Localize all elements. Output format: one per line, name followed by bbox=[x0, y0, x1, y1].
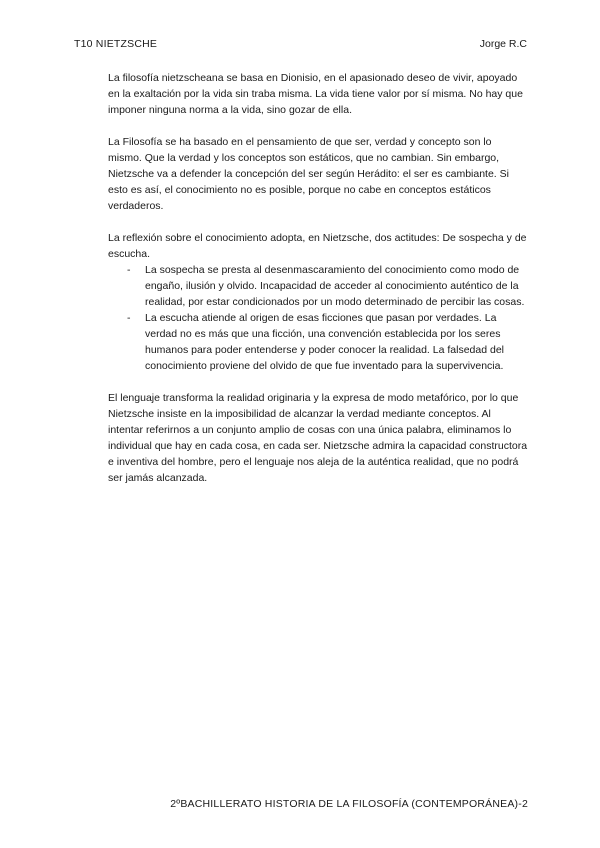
paragraph-dionisio: La filosofía nietzscheana se basa en Dionisio, en el apasionado deseo de vivir, apoyado en la exaltación por la vida sin traba misma. La vida tiene valor por sí misma. No hay que imponer ninguna norma a la vida, sino gozar de ella. bbox=[108, 72, 523, 116]
paragraph-lenguaje: El lenguaje transforma la realidad originaria y la expresa de modo metafórico, por lo que Nietzsche insiste en la imposibilidad de alcanzar la verdad mediante conceptos. Al intentar referirnos a un conjunto amplio de cosas con una única palabra, eliminamos lo individual que hay en cada cosa, en cada ser. Nietzsche admira la capacidad constructora e inventiva del hombre, pero el lenguaje nos aleja de la auténtica realidad, que no podrá ser jamás alcanzada. bbox=[108, 392, 528, 484]
document-body bbox=[108, 70, 528, 502]
list-item-text: La escucha atiende al origen de esas ficciones que pasan por verdades. La verdad no es más que una ficción, una convención establecida por los seres humanos para poder entenderse y poder conocer la realidad. La falsedad del conocimiento proviene del olvido de que fue inventado para la supervivencia. bbox=[145, 312, 504, 372]
list-item-text: La sospecha se presta al desenmascaramiento del conocimiento como modo de engaño, ilusión y olvido. Incapacidad de acceder al conocimiento auténtico de la realidad, por estar condicionados por un modo determinado de percibir las cosas. bbox=[145, 264, 525, 308]
header-author: Jorge R.C bbox=[479, 38, 527, 50]
bullet-dash: - bbox=[127, 312, 131, 324]
page-footer: 2ºBACHILLERATO HISTORIA DE LA FILOSOFÍA (CONTEMPORÁNEA)-2 bbox=[170, 798, 528, 810]
paragraph-ser-verdad: La Filosofía se ha basado en el pensamiento de que ser, verdad y concepto son lo mismo. Que la verdad y los conceptos son estáticos, que no cambian. Sin embargo, Nietzsche va a defender la concepción del ser según Herádito: el ser es cambiante. Si esto es así, el conocimiento no es posible, porque no cabe en conceptos estáticos verdaderos. bbox=[108, 136, 509, 212]
bullet-dash: - bbox=[127, 264, 131, 276]
list-item-sospecha bbox=[108, 262, 528, 310]
paragraph-reflexion-intro: La reflexión sobre el conocimiento adopta, en Nietzsche, dos actitudes: De sospecha y de escucha. bbox=[108, 232, 527, 260]
header-topic: T10 NIETZSCHE bbox=[74, 38, 158, 50]
attitudes-list bbox=[108, 262, 528, 374]
list-item-escucha bbox=[108, 310, 528, 374]
